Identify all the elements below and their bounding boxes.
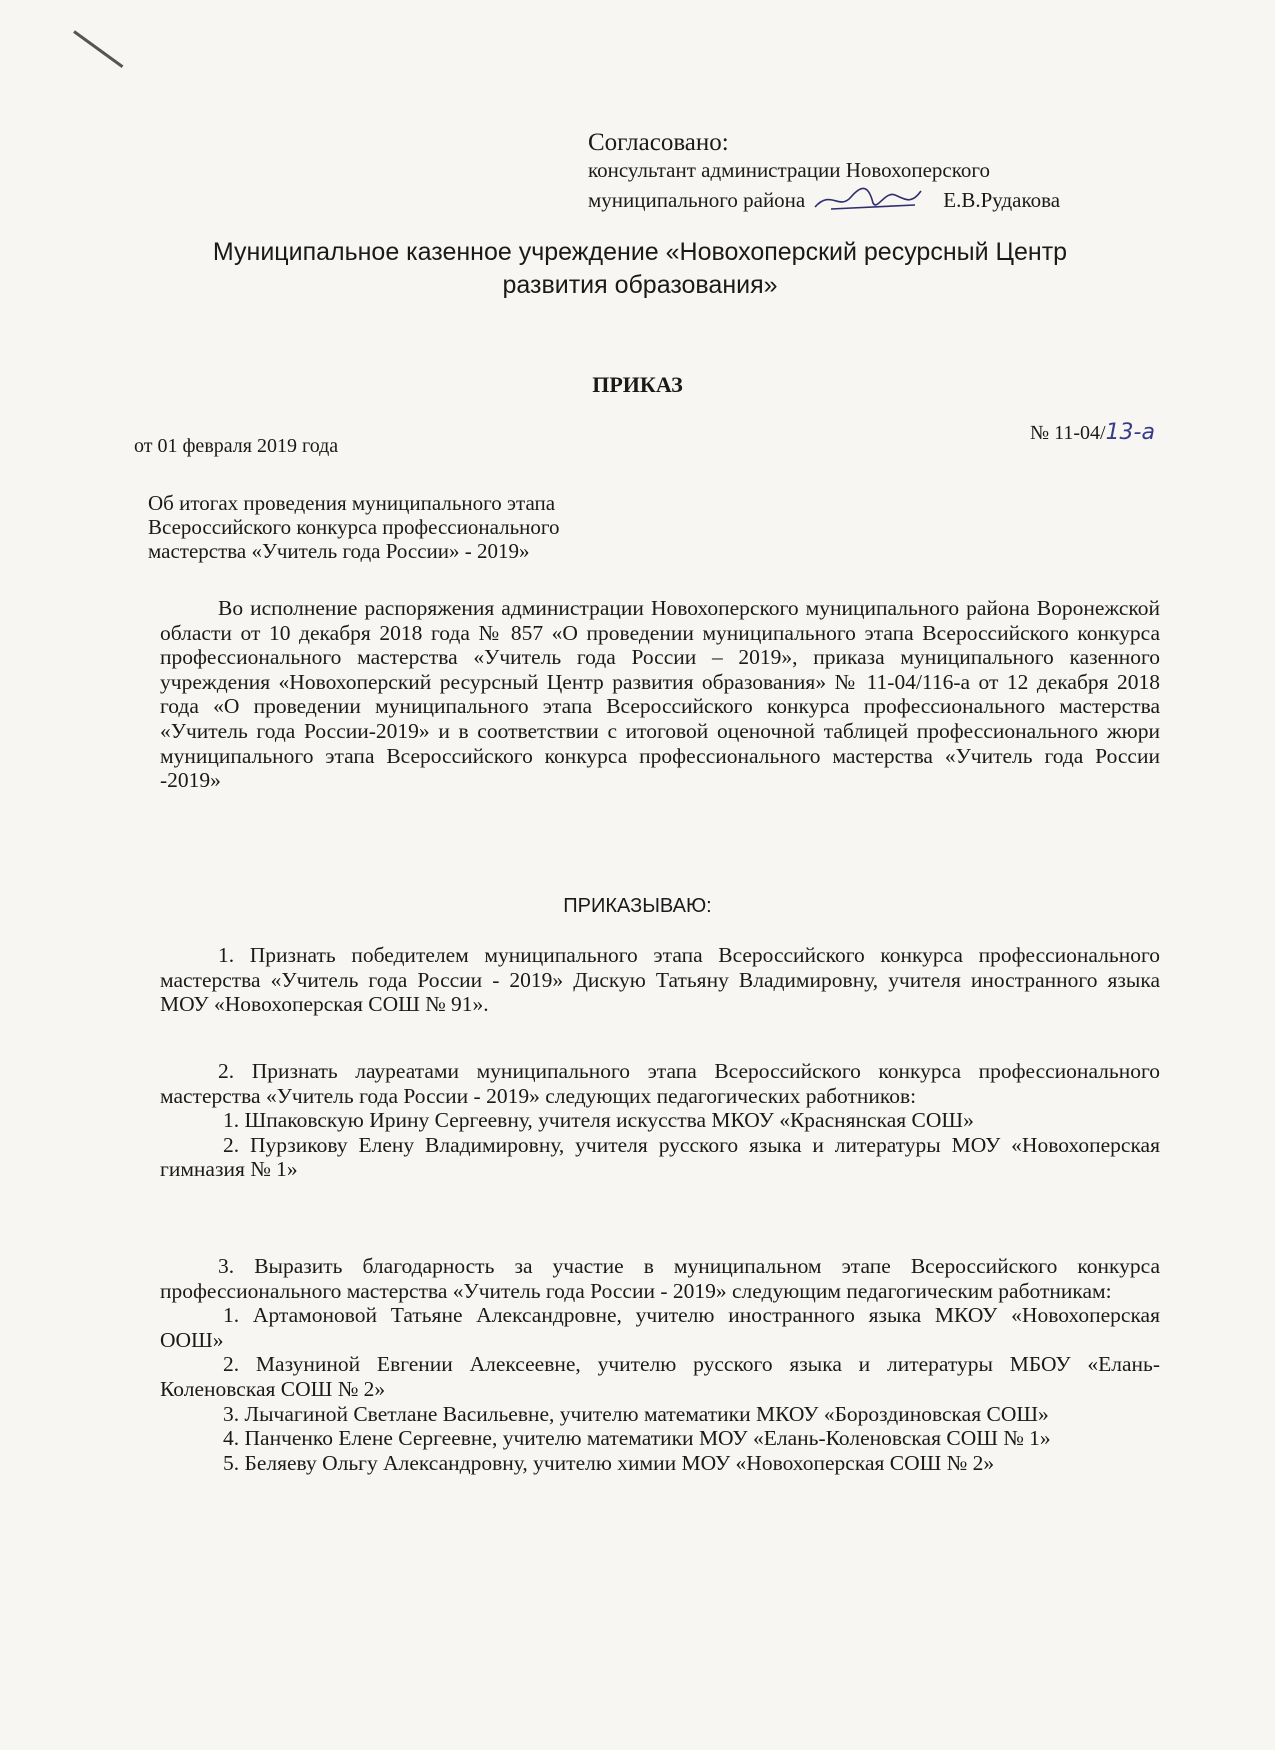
participant-item: 4. Панченко Елене Сергеевне, учителю математики МОУ «Елань-Коленовская СОШ № 1» (223, 1426, 1051, 1451)
directive-heading: ПРИКАЗЫВАЮ: (563, 895, 712, 917)
order-subject (148, 491, 748, 563)
subject-line-1: Об итогах проведения муниципального этапа (148, 491, 556, 515)
approval-position-cont: муниципального района (588, 188, 806, 212)
approval-block (588, 128, 1188, 213)
order-number-handwritten: 13-а (1105, 420, 1155, 445)
item-winner (160, 943, 1160, 1017)
order-title: ПРИКАЗ (592, 372, 683, 397)
laureate-item: 1. Шпаковскую Ирину Сергеевну, учителя искусства МКОУ «Краснянская СОШ» (223, 1108, 974, 1133)
approval-signature-row (588, 183, 1188, 213)
order-number-prefix: № 11-04/ (1030, 422, 1106, 444)
laureate-item: 2. Пурзикову Елену Владимировну, учителя русского языка и литературы МОУ «Новохоперская гимназия № 1» (160, 1132, 1160, 1182)
handwritten-signature (811, 183, 931, 213)
approval-name: Е.В.Рудакова (943, 188, 1061, 212)
participant-item: 2. Мазуниной Евгении Алексеевне, учителю русского языка и литературы МБОУ «Елань-Коленовская СОШ № 2» (160, 1352, 1160, 1401)
preamble-paragraph: Во исполнение распоряжения администрации Новохоперского муниципального района Воронежской области от 10 декабря 2018 года № 857 «О проведении муниципального этапа Всероссийского конкурса профессионального мастерства «Учитель года России – 2019», приказа муниципального казенного учреждения «Новохоперский ресурсный Центр развития образования» № 11-04/116-а от 12 декабря 2018 года «О проведении муниципального этапа Всероссийского конкурса профессионального мастерства «Учитель года России-2019» и в соответствии с итоговой оценочной таблицей профессионального жюри муниципального этапа Всероссийского конкурса профессионального мастерства «Учитель года России -2019» (160, 596, 1160, 793)
institution-header (130, 236, 1150, 302)
item-laureates (160, 1059, 1160, 1182)
subject-line-2: Всероссийского конкурса профессионального (148, 515, 560, 539)
laureates-intro: 2. Признать лауреатами муниципального этапа Всероссийского конкурса профессионального мастерства «Учитель года России - 2019» следующих педагогических работников: (160, 1059, 1160, 1108)
participant-item: 3. Лычагиной Светлане Васильевне, учителю математики МКОУ «Бороздиновская СОШ» (223, 1401, 1049, 1426)
gratitude-intro: 3. Выразить благодарность за участие в муниципальном этапе Всероссийского конкурса профессионального мастерства «Учитель года России - 2019» следующим педагогическим работникам: (160, 1254, 1160, 1303)
order-date: от 01 февраля 2019 года (134, 435, 339, 457)
institution-line-2: развития образования» (502, 271, 778, 299)
item-gratitude (160, 1254, 1160, 1475)
winner-text: 1. Признать победителем муниципального этапа Всероссийского конкурса профессионального мастерства «Учитель года России - 2019» Дискую Татьяну Владимировну, учителя иностранного языка МОУ «Новохоперская СОШ № 91». (160, 943, 1160, 1017)
participant-item: 5. Беляеву Ольгу Александровну, учителю химии МОУ «Новохоперская СОШ № 2» (223, 1450, 995, 1475)
order-number (1030, 420, 1155, 445)
approval-heading: Согласовано: (588, 129, 729, 156)
pen-stroke-mark (73, 30, 123, 68)
institution-line-1: Муниципальное казенное учреждение «Новохоперский ресурсный Центр (212, 238, 1068, 266)
subject-line-3: мастерства «Учитель года России» - 2019» (148, 539, 530, 563)
participant-item: 1. Артамоновой Татьяне Александровне, учителю иностранного языка МКОУ «Новохоперская ООШ» (160, 1303, 1160, 1352)
approval-position: консультант администрации Новохоперского (588, 158, 990, 182)
